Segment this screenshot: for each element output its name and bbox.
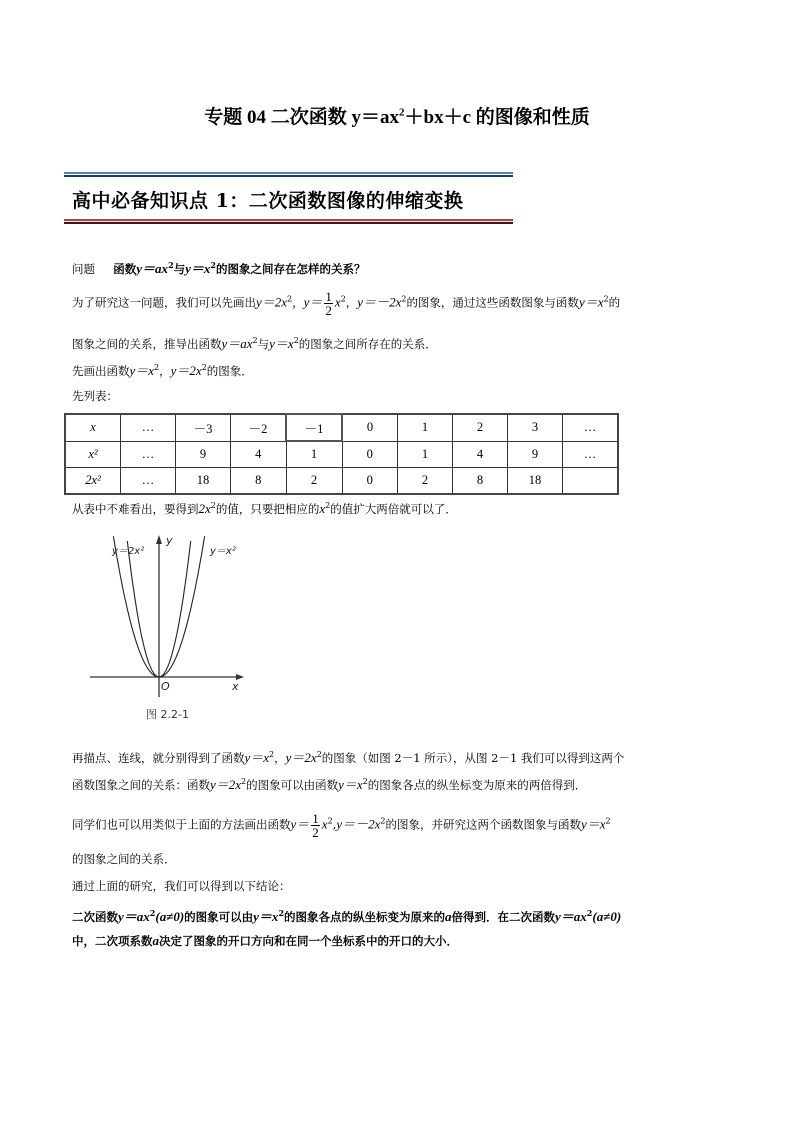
paragraph-3-line-2: 函数图象之间的关系：函数$y=2x^2$的图象可以由函数$y=x^2$的图象各点的纵坐标变为原来的两倍得到．: [72, 776, 587, 792]
conclusion-line-1: 二次函数$y=ax^2(a\ne 0)$的图象可以由$y=x^2$的图象各点的纵坐标变为原来的a倍得到．在二次函数$y=ax^2(a\ne 0)$: [72, 908, 622, 924]
table-cell: 0: [342, 441, 398, 468]
paragraph-4-line-2: 的图象之间的关系．: [72, 852, 176, 866]
table-cell: 0: [342, 468, 398, 495]
table-cell: …: [563, 414, 619, 441]
conclusion-line-2: 中，二次项系数a决定了图象的开口方向和在同一个坐标系中的开口的大小．: [72, 933, 458, 948]
table-cell: 4: [453, 441, 508, 468]
table-row-header: x: [65, 414, 121, 441]
table-row-header: 2x²: [65, 468, 121, 495]
table-cell: …: [563, 441, 619, 468]
label-x2: y＝x²: [210, 546, 236, 557]
after-table-text: 从表中不难看出，要得到$2x^2$的值，只要把相应的$x^2$的值扩大两倍就可以了．: [72, 500, 457, 516]
paragraph-3-line-1: 再描点、连线，就分别得到了函数$y=x^2$，$y=2x^2$的图象（如图 2－1 所示），从图 2－1 我们可以得到这两个: [72, 749, 625, 765]
table-cell: 4: [231, 441, 287, 468]
table-cell: 2: [398, 468, 453, 495]
table-cell: 1: [286, 441, 342, 468]
table-cell: －3: [176, 414, 231, 441]
section-rule-bottom-red: [64, 219, 513, 221]
parabola-figure: [80, 530, 260, 730]
document-title: 专题 04 二次函数 $y=ax^2+bx+c$ 的图像和性质: [204, 106, 590, 128]
table-cell: 18: [508, 468, 563, 495]
x-axis-label: x: [232, 680, 239, 693]
label-2x2: y＝2x²: [112, 546, 145, 557]
table-cell: 3: [508, 414, 563, 441]
origin-label: O: [161, 680, 170, 693]
section-rule-top-dark: [64, 175, 513, 177]
table-row: [65, 441, 618, 468]
table-cell: 2: [286, 468, 342, 495]
fraction-one-half: $\frac{1}{2}$: [312, 811, 319, 840]
figure-caption: 图 2.2-1: [146, 708, 189, 721]
table-row: [65, 414, 618, 441]
table-cell: [563, 468, 619, 495]
list-label: 先列表：: [72, 389, 118, 403]
question-label: 问题: [72, 261, 95, 276]
table-cell: 9: [508, 441, 563, 468]
table-cell: 8: [453, 468, 508, 495]
table-cell: 18: [176, 468, 231, 495]
table-cell: 1: [398, 414, 453, 441]
value-table: [64, 413, 619, 495]
paragraph-4-line-1: 同学们也可以用类似于上面的方法画出函数y＝ $\frac{1}{2}$ $x^2,y=-2x^2$的图象，并研究这两个函数图象与函数$y=x^2$: [72, 811, 611, 840]
paragraph-2: 先画出函数$y=x^2$，$y=2x^2$的图象．: [72, 362, 253, 378]
table-cell: 8: [231, 468, 287, 495]
section-rule-bottom-dark: [64, 222, 513, 224]
paragraph-5: 通过上面的研究，我们可以得到以下结论：: [72, 879, 291, 893]
table-cell: 9: [176, 441, 231, 468]
table-row: [65, 468, 618, 495]
section-rule-top-light: [64, 172, 513, 174]
section-heading: 高中必备知识点 1：二次函数图像的伸缩变换: [72, 190, 464, 212]
fraction-one-half: $\frac{1}{2}$: [325, 289, 332, 318]
table-cell: 1: [398, 441, 453, 468]
question-line: 问题 函数$y=ax^2$与$y=x^2$的图象之间存在怎样的关系？: [72, 260, 366, 276]
paragraph-1-line-2: 图象之间的关系，推导出函数$y=ax^2$与$y=x^2$的图象之间所存在的关系．: [72, 335, 437, 351]
table-cell: －2: [231, 414, 287, 441]
table-cell: …: [121, 441, 176, 468]
y-axis-label: y: [166, 534, 173, 547]
table-cell: …: [121, 468, 176, 495]
y-axis-arrow-icon: [156, 535, 162, 544]
table-cell: 2: [453, 414, 508, 441]
paragraph-1-line-1: 为了研究这一问题，我们可以先画出$y=2x^2$，y＝ $\frac{1}{2}$ $x^2$，$y=-2x^2$的图象，通过这些函数图象与函数$y=x^2$的: [72, 289, 621, 318]
table-cell: 0: [342, 414, 398, 441]
table-cell: …: [121, 414, 176, 441]
table-row-header: x²: [65, 441, 121, 468]
table-cell: －1: [286, 414, 342, 441]
